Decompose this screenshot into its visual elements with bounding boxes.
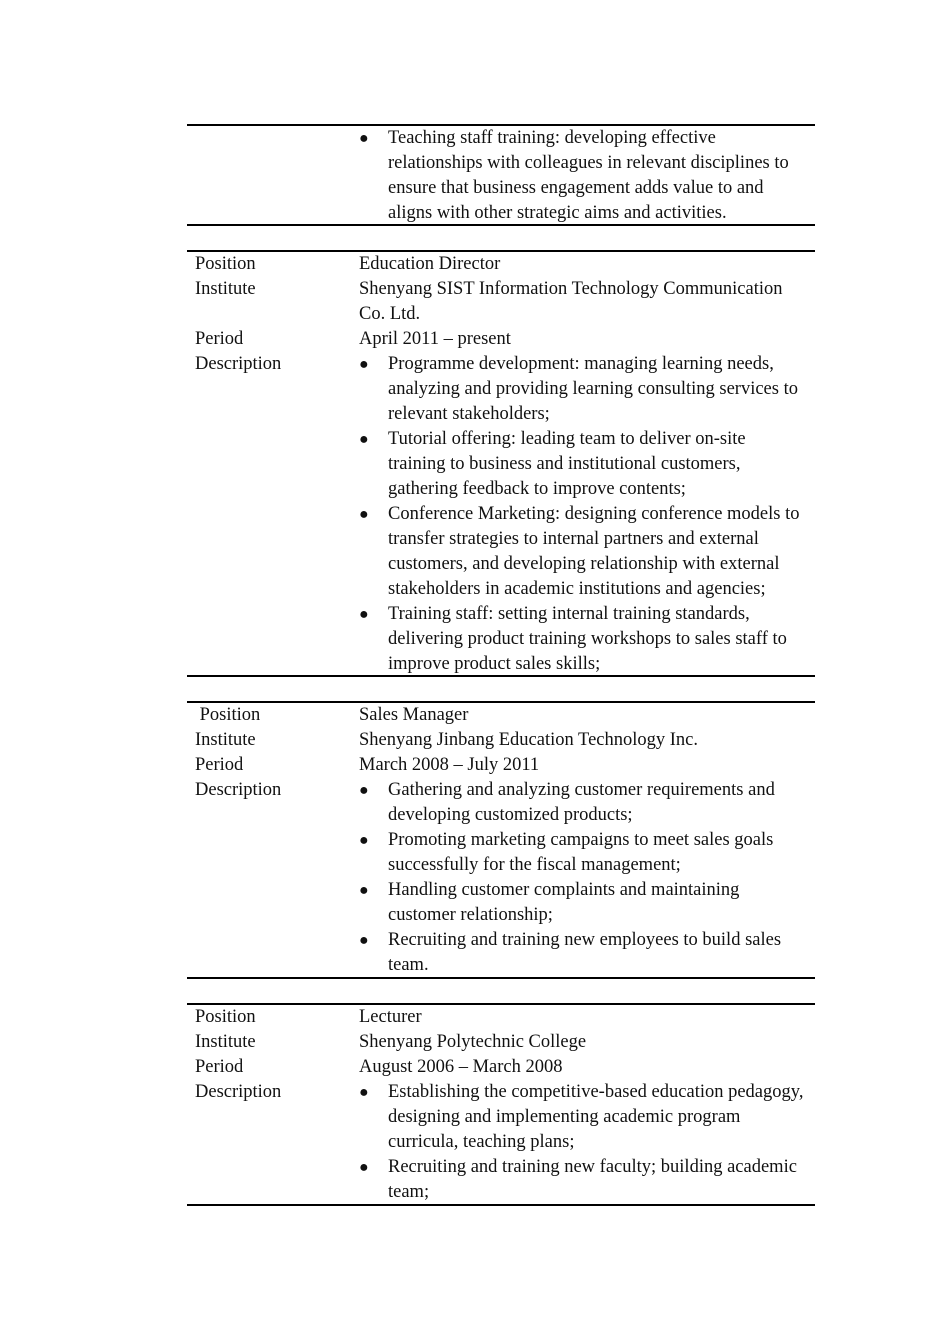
position-value: Sales Manager — [359, 705, 469, 725]
list-item: ● Establishing the competitive-based education pedagogy, designing and implementing academic program curricula, teaching plans; — [359, 1082, 804, 1152]
period-value: August 2006 – March 2008 — [359, 1057, 563, 1077]
job-entry-sales-manager — [187, 701, 815, 979]
position-row — [187, 703, 815, 728]
institute-value: Shenyang SIST Information Technology Communication Co. Ltd. — [359, 279, 783, 324]
description-row — [187, 352, 815, 677]
list-item: ● Programme development: managing learning needs, analyzing and providing learning consulting services to relevant stakeholders; — [359, 354, 798, 424]
period-value: March 2008 – July 2011 — [359, 755, 540, 775]
empty-label-cell — [187, 126, 359, 226]
description-row — [187, 778, 815, 978]
list-item: ● Promoting marketing campaigns to meet sales goals successfully for the fiscal management; — [359, 830, 774, 875]
list-item: ● Handling customer complaints and maintaining customer relationship; — [359, 880, 740, 925]
description-value — [359, 778, 815, 978]
bullet-icon: ● — [359, 606, 369, 623]
institute-row — [187, 1030, 815, 1055]
bullet-icon: ● — [359, 356, 369, 373]
position-value: Education Director — [359, 254, 501, 274]
position-row — [187, 252, 815, 277]
period-row — [187, 1055, 815, 1080]
bullet-icon: ● — [359, 1084, 369, 1101]
institute-label: Institute — [195, 279, 256, 299]
institute-label: Institute — [195, 730, 256, 750]
bullet-icon: ● — [359, 932, 369, 949]
period-label: Period — [195, 755, 244, 775]
institute-row — [187, 728, 815, 753]
period-row — [187, 753, 815, 778]
continuation-description-row — [187, 126, 815, 226]
description-label: Description — [195, 354, 282, 374]
institute-value: Shenyang Jinbang Education Technology Inc. — [359, 730, 698, 750]
continuation-block — [187, 124, 815, 226]
list-item: ● Teaching staff training: developing effective relationships with colleagues in relevant disciplines to ensure that business engagement adds value to and aligns with other strategic aims and activities. — [359, 128, 789, 223]
period-value: April 2011 – present — [359, 329, 511, 349]
description-value — [359, 126, 815, 226]
list-item: ● Tutorial offering: leading team to deliver on-site training to business and institutional customers, gathering feedback to improve contents; — [359, 429, 746, 499]
description-label: Description — [195, 1082, 282, 1102]
bullet-icon: ● — [359, 832, 369, 849]
bullet-icon: ● — [359, 1159, 369, 1176]
bullet-icon: ● — [359, 130, 369, 147]
bullet-icon: ● — [359, 506, 369, 523]
list-item: ● Recruiting and training new faculty; building academic team; — [359, 1157, 797, 1202]
list-item: ● Conference Marketing: designing conference models to transfer strategies to internal partners and external customers, and developing relationship with external stakeholders in academic institutions and agencies; — [359, 504, 800, 599]
description-list — [359, 352, 807, 677]
period-label: Period — [195, 329, 244, 349]
position-value: Lecturer — [359, 1007, 422, 1027]
list-item: ● Training staff: setting internal training standards, delivering product training workshops to sales staff to improve product sales skills; — [359, 604, 787, 674]
description-label: Description — [195, 780, 282, 800]
position-row — [187, 1005, 815, 1030]
description-list — [359, 126, 807, 226]
job-entry-education-director — [187, 250, 815, 677]
period-row — [187, 327, 815, 352]
bullet-icon: ● — [359, 431, 369, 448]
bullet-icon: ● — [359, 782, 369, 799]
institute-row — [187, 277, 815, 327]
institute-label: Institute — [195, 1032, 256, 1052]
job-entry-lecturer — [187, 1003, 815, 1206]
period-label: Period — [195, 1057, 244, 1077]
description-value — [359, 352, 815, 677]
description-list — [359, 1080, 807, 1205]
list-item: ● Gathering and analyzing customer requirements and developing customized products; — [359, 780, 775, 825]
description-value — [359, 1080, 815, 1205]
list-item: ● Recruiting and training new employees to build sales team. — [359, 930, 782, 975]
position-label: Position — [195, 705, 261, 725]
description-list — [359, 778, 807, 978]
position-label: Position — [195, 254, 256, 274]
bullet-icon: ● — [359, 882, 369, 899]
description-row — [187, 1080, 815, 1205]
position-label: Position — [195, 1007, 256, 1027]
institute-value: Shenyang Polytechnic College — [359, 1032, 587, 1052]
